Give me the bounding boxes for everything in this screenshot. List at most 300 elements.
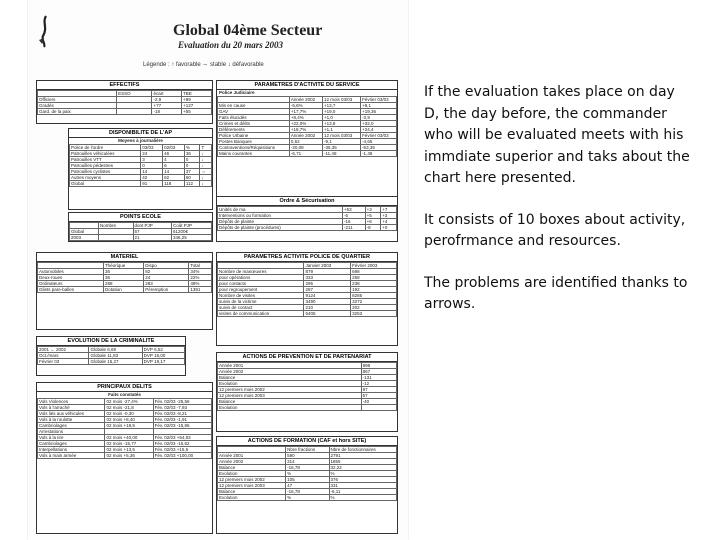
table-row bbox=[218, 225, 397, 231]
cell: 331 bbox=[329, 483, 396, 489]
cell: -3,9 bbox=[361, 115, 397, 121]
table-row bbox=[38, 109, 212, 115]
cell: suivis de contact bbox=[218, 305, 304, 311]
cell: +17,7% bbox=[289, 109, 322, 115]
cell: Patrouilles véhiculées bbox=[70, 151, 141, 157]
cell: Gradés bbox=[38, 103, 117, 109]
cell: Police Urbaine bbox=[218, 133, 290, 139]
cell: 57 bbox=[361, 393, 396, 399]
cell: -16,78 bbox=[286, 489, 329, 495]
cell: Dépôts de plainte (procédures) bbox=[218, 225, 343, 231]
box-title: DISPONIBILITE DE L'AP bbox=[69, 129, 212, 138]
cell: Fév. 02/03 -7,93 bbox=[153, 405, 211, 411]
cell: Péremption bbox=[144, 287, 189, 293]
cell: -8 bbox=[365, 225, 381, 231]
cell: +3 bbox=[365, 207, 381, 213]
cell: 34% bbox=[189, 269, 212, 275]
box-principaux-delits bbox=[36, 382, 213, 534]
cell: 24 bbox=[141, 151, 163, 157]
cell: Vols liés aux véhicules bbox=[38, 411, 105, 417]
cell: 3253 bbox=[351, 311, 397, 317]
cell: 36 bbox=[184, 151, 200, 157]
quartier-table bbox=[217, 262, 397, 317]
box-title: MATERIEL bbox=[37, 253, 212, 262]
cell: Automobiles bbox=[38, 269, 104, 275]
cell: Février 2003 bbox=[351, 263, 397, 269]
cell: 998 bbox=[361, 363, 396, 369]
cell: 3272 bbox=[351, 299, 397, 305]
cell: DVP 19,17 bbox=[142, 359, 184, 365]
legend: Légende : ↑ favorable ⇔ stable ↓ défavorable bbox=[143, 62, 264, 68]
table-row bbox=[38, 447, 212, 453]
cell: Unités de ma bbox=[218, 207, 343, 213]
cell: +55 bbox=[182, 109, 212, 115]
document-title: Global 04ème Secteur bbox=[173, 22, 323, 39]
cell: Cambriolages bbox=[38, 423, 105, 429]
cell: Postes Banques bbox=[218, 139, 290, 145]
box-title: EVOLUTION DE LA CRIMINALITE bbox=[37, 337, 185, 346]
cell: +9,1 bbox=[361, 103, 397, 109]
table-row bbox=[70, 181, 212, 187]
cell: +19,0 bbox=[323, 109, 361, 115]
cell: 32,22 bbox=[329, 465, 396, 471]
cell: % bbox=[286, 471, 329, 477]
cell: Gilets pare-balles bbox=[38, 287, 104, 293]
note-paragraph-2: It consists of 10 boxes about activity, perofrmance and resources. bbox=[424, 211, 686, 249]
cell: Ordinateurs bbox=[38, 281, 104, 287]
cell: 12 premiers mois 2003 bbox=[218, 393, 362, 399]
cell: Contraventions/Réquisitions bbox=[218, 145, 290, 151]
cell bbox=[99, 235, 133, 241]
cell: Globale 6,69 bbox=[89, 347, 142, 353]
materiel-table bbox=[37, 262, 212, 293]
box-evolution-criminalite bbox=[36, 336, 186, 376]
cell: Vols à main armée bbox=[38, 453, 105, 459]
cell: +127 bbox=[182, 103, 212, 109]
cell: Nombre de visites bbox=[218, 293, 304, 299]
cell: Nbre fractions bbox=[286, 447, 329, 453]
cell: -4,65 bbox=[361, 139, 397, 145]
cell: pour regroupement bbox=[218, 287, 304, 293]
cell: Oct./mars bbox=[38, 353, 89, 359]
cell: +5 bbox=[365, 213, 381, 219]
cell: 24 bbox=[144, 275, 189, 281]
cell: 590 bbox=[286, 453, 329, 459]
cell: 22% bbox=[189, 275, 212, 281]
cell: 82 bbox=[144, 269, 189, 275]
cell: écart bbox=[152, 91, 182, 97]
table-row bbox=[38, 405, 212, 411]
cell: dont PJP bbox=[133, 223, 172, 229]
cell: Fév. 02/03 -8,21 bbox=[153, 411, 211, 417]
cell: Coût PJP bbox=[172, 223, 212, 229]
cell: -16,78 bbox=[286, 465, 329, 471]
cell: 14 bbox=[141, 169, 163, 175]
cell: Année 2002 bbox=[218, 459, 286, 465]
cell: pour opérations bbox=[218, 275, 304, 281]
points-ecole-table bbox=[69, 222, 212, 241]
cell: 12 mois 03/03 bbox=[323, 97, 361, 103]
cell: -2,9 bbox=[152, 97, 182, 103]
cell: Arrestations bbox=[38, 429, 105, 435]
cell: Année 2002 bbox=[289, 133, 322, 139]
cell: Déférements bbox=[218, 127, 290, 133]
cell: 36 bbox=[103, 275, 143, 281]
table-row bbox=[38, 399, 212, 405]
cell: 02/03 bbox=[163, 145, 185, 151]
cell: Nombre bbox=[99, 223, 133, 229]
cell: +53 bbox=[343, 207, 366, 213]
cell: 02 mois +5,36 bbox=[105, 453, 153, 459]
prevention-table bbox=[217, 362, 397, 411]
cell: Patrouilles VTT bbox=[70, 157, 141, 163]
cell: % bbox=[184, 145, 200, 151]
box-subtitle: Police Judiciaire bbox=[219, 90, 255, 95]
cell: Théorique bbox=[103, 263, 143, 269]
cell: Global bbox=[70, 181, 141, 187]
cell: Nombre de manœuvres bbox=[218, 269, 304, 275]
box-police-quartier bbox=[216, 252, 398, 346]
cell: -5 bbox=[343, 213, 366, 219]
cell: 47 bbox=[286, 483, 329, 489]
cell: Balance bbox=[218, 375, 362, 381]
cell: ↓ bbox=[200, 181, 212, 187]
table-row bbox=[218, 133, 397, 139]
cell: Interpellations bbox=[38, 447, 105, 453]
cell: Patrouilles cyclistes bbox=[70, 169, 141, 175]
cell: Année 2001 bbox=[218, 363, 362, 369]
cell: Dotation bbox=[103, 287, 143, 293]
cell: 03/03 bbox=[141, 145, 163, 151]
cell: Mains courantes bbox=[218, 151, 290, 157]
cell: -11,48 bbox=[323, 151, 361, 157]
cell: Evolution bbox=[218, 405, 362, 411]
box-disponibilite bbox=[68, 128, 213, 210]
cell: Officiers bbox=[38, 97, 117, 103]
table-row bbox=[218, 495, 397, 501]
cell: Balance bbox=[218, 399, 362, 405]
cell: 0 bbox=[184, 157, 200, 163]
box-subtitle: Faits constatés bbox=[108, 392, 141, 397]
cell: Février 03 bbox=[38, 359, 89, 365]
cell: 02 mois -0,30 bbox=[105, 411, 153, 417]
cell: 0,52 bbox=[289, 139, 322, 145]
cell: Année 2002 bbox=[218, 369, 362, 375]
cell: Deux-roues bbox=[38, 275, 104, 281]
cell: Février 03/03 bbox=[361, 97, 397, 103]
cell: 02 mois -21,8 bbox=[105, 405, 153, 411]
cell: 258 bbox=[351, 275, 397, 281]
box-effectifs bbox=[36, 80, 213, 124]
cell: 0 bbox=[184, 163, 200, 169]
cell: 333 bbox=[304, 275, 351, 281]
cell: DVP 6,52 bbox=[142, 347, 184, 353]
cell: Globale 15,27 bbox=[89, 359, 142, 365]
cell: ↓ bbox=[200, 163, 212, 169]
cell: -211 bbox=[343, 225, 366, 231]
delits-table bbox=[37, 398, 212, 459]
cell: 02 mois +18,5 bbox=[105, 423, 153, 429]
cell: 12 premiers mois 2002 bbox=[218, 387, 362, 393]
cell: Année 2001 bbox=[218, 453, 286, 459]
cell: +0 bbox=[381, 225, 397, 231]
table-row bbox=[218, 151, 397, 157]
disponibilite-table bbox=[69, 144, 212, 187]
cell: 62 bbox=[163, 175, 185, 181]
cell: 118 bbox=[163, 181, 185, 187]
cell: 21 bbox=[133, 235, 172, 241]
cell: 192 bbox=[351, 287, 397, 293]
cell: 238 bbox=[351, 281, 397, 287]
cell: 3490 bbox=[304, 299, 351, 305]
cell: +19,36 bbox=[361, 109, 397, 115]
cell: -20,08 bbox=[289, 145, 322, 151]
cell: Vols à la roulotte bbox=[38, 417, 105, 423]
cell: 57 bbox=[133, 229, 172, 235]
cell: Global bbox=[70, 229, 99, 235]
cell: 0 bbox=[141, 163, 163, 169]
cell: -6,6% bbox=[289, 103, 322, 109]
cell: Fév. 02/03 +64,93 bbox=[153, 435, 211, 441]
table-row bbox=[38, 441, 212, 447]
criminalite-table bbox=[37, 346, 185, 365]
table-row bbox=[38, 359, 185, 365]
cell: % bbox=[286, 495, 329, 501]
cell: 02 mois +8,40 bbox=[105, 417, 153, 423]
cell: 288 bbox=[103, 281, 143, 287]
cell: Total bbox=[189, 263, 212, 269]
cell: -1,48 bbox=[361, 151, 397, 157]
cell bbox=[117, 109, 152, 115]
cell: +18,7% bbox=[289, 127, 322, 133]
cell: +3 bbox=[381, 213, 397, 219]
cell: +89 bbox=[182, 97, 212, 103]
cell: 376 bbox=[329, 477, 396, 483]
cell: Dispo bbox=[144, 263, 189, 269]
box-title: PARAMETRES D'ACTIVITE DU SERVICE bbox=[217, 81, 397, 90]
table-row bbox=[38, 423, 212, 429]
cell: -6,71 bbox=[289, 151, 322, 157]
cell: ↓ bbox=[200, 157, 212, 163]
cell: Vols Violences bbox=[38, 399, 105, 405]
cell: 2001 ← 2002 bbox=[38, 347, 89, 353]
table-row bbox=[38, 347, 185, 353]
cell bbox=[361, 405, 396, 411]
cell: 5405 bbox=[304, 311, 351, 317]
cell: -131 bbox=[361, 375, 396, 381]
cell: 9124 bbox=[304, 293, 351, 299]
cell: visites de communication bbox=[218, 311, 304, 317]
cell: % bbox=[329, 495, 396, 501]
cell: Evolution bbox=[218, 381, 362, 387]
cell: Vols à l'arraché bbox=[38, 405, 105, 411]
box-title: PRINCIPAUX DELITS bbox=[37, 383, 212, 392]
cell: Fév. 02/03 -25,56 bbox=[153, 399, 211, 405]
cell: Cambriolages bbox=[38, 441, 105, 447]
table-row bbox=[38, 417, 212, 423]
cell: Police de l'ordre bbox=[70, 145, 141, 151]
cell: 02 mois +40,00 bbox=[105, 435, 153, 441]
effectifs-table bbox=[37, 90, 212, 115]
document-subtitle: Evaluation du 20 mars 2003 bbox=[178, 40, 284, 50]
box-ordre-securisation bbox=[216, 196, 398, 242]
table-row bbox=[218, 311, 397, 317]
cell: +1,1 bbox=[323, 127, 361, 133]
cell: 12 premiers mois 2002 bbox=[218, 477, 286, 483]
cell: 14 bbox=[163, 169, 185, 175]
cell: +24,4 bbox=[361, 127, 397, 133]
cell: 42 bbox=[141, 175, 163, 181]
cell: Février 03/03 bbox=[361, 133, 397, 139]
cell: 6 bbox=[163, 163, 185, 169]
cell: -12 bbox=[361, 381, 396, 387]
cell: -35,35 bbox=[323, 145, 361, 151]
table-row bbox=[38, 287, 212, 293]
cell: Crimes et délits bbox=[218, 121, 290, 127]
cell: ↓ bbox=[200, 151, 212, 157]
cell: TBE bbox=[182, 91, 212, 97]
cell: Globale 11,83 bbox=[89, 353, 142, 359]
cell: 287 bbox=[304, 287, 351, 293]
cell: 36 bbox=[103, 269, 143, 275]
cell: Balance bbox=[218, 465, 286, 471]
cell: Balance bbox=[218, 489, 286, 495]
cell: 97 bbox=[361, 387, 396, 393]
cell: 105 bbox=[286, 477, 329, 483]
cell: 12 premiers mois 2003 bbox=[218, 483, 286, 489]
cell: 46 bbox=[163, 151, 185, 157]
cell: Vols à la tire bbox=[38, 435, 105, 441]
cell: +13,7 bbox=[323, 103, 361, 109]
cell: +6 bbox=[365, 219, 381, 225]
cell: 112 bbox=[184, 181, 200, 187]
box-subtitle: Moyens à journalière bbox=[118, 138, 163, 143]
cell: % bbox=[329, 471, 396, 477]
cell: Interventions ou formation bbox=[218, 213, 343, 219]
cell: 346,25 bbox=[172, 235, 212, 241]
cell: +22,0% bbox=[289, 121, 322, 127]
cell: +1,0 bbox=[323, 115, 361, 121]
note-paragraph-1: If the evaluation takes place on day D, the day before, the commander who will be evaluated meets with his immdiate superior and taks about the chart here presented. bbox=[424, 84, 690, 186]
cell: Evolution bbox=[218, 471, 286, 477]
cell: Mis en cause bbox=[218, 103, 290, 109]
cell: GAV bbox=[218, 109, 290, 115]
cell: 1855 bbox=[329, 459, 396, 465]
table-row bbox=[38, 435, 212, 441]
cell: Fév. 02/03 +100,00 bbox=[153, 453, 211, 459]
cell: 60 bbox=[184, 175, 200, 181]
cell: Evolution bbox=[218, 495, 286, 501]
cell: 4 bbox=[163, 157, 185, 163]
police-logo-icon bbox=[36, 14, 54, 48]
cell: +8,4% bbox=[289, 115, 322, 121]
cell: Faits élucidés bbox=[218, 115, 290, 121]
box-title: POINTS ECOLE bbox=[69, 213, 212, 222]
cell: -6,11 bbox=[329, 489, 396, 495]
table-row bbox=[38, 453, 212, 459]
cell: ↓ bbox=[200, 175, 212, 181]
cell: Dépôts de plainte bbox=[218, 219, 343, 225]
cell: 2791 bbox=[329, 453, 396, 459]
cell: Autres moyens bbox=[70, 175, 141, 181]
cell: 283 bbox=[144, 281, 189, 287]
box-title: PARAMETRES ACTIVITE POLICE DE QUARTIER bbox=[217, 253, 397, 262]
cell: T bbox=[200, 145, 212, 151]
cell: -53,35 bbox=[361, 145, 397, 151]
cell: 1391 bbox=[189, 287, 212, 293]
scanned-evaluation-document bbox=[28, 0, 408, 540]
box-title: Ordre & Sécurisation bbox=[217, 197, 397, 206]
cell: Gard. de la paix bbox=[38, 109, 117, 115]
cell: +4 bbox=[381, 219, 397, 225]
cell: Patrouilles pédestres bbox=[70, 163, 141, 169]
cell: ⇔ bbox=[200, 169, 212, 175]
cell: +77 bbox=[152, 103, 182, 109]
cell: Nbre de fonctionnaires bbox=[329, 447, 396, 453]
table-row bbox=[38, 411, 212, 417]
cell: suivis de la victime bbox=[218, 299, 304, 305]
cell: 12 mois 03/03 bbox=[323, 133, 361, 139]
cell: Fév. 02/03 -15,86 bbox=[153, 423, 211, 429]
cell: Fév. 02/03 +15,6 bbox=[153, 447, 211, 453]
cell: 02 mois -15,77 bbox=[105, 441, 153, 447]
cell: Année 2002 bbox=[289, 97, 322, 103]
cell: +32,0 bbox=[361, 121, 397, 127]
cell: 202 bbox=[351, 305, 397, 311]
table-row bbox=[70, 235, 212, 241]
box-actions-prevention bbox=[216, 352, 398, 432]
cell: Fév. 02/03 -1,91 bbox=[153, 417, 211, 423]
cell: 2003 bbox=[70, 235, 99, 241]
cell: pour contacts bbox=[218, 281, 304, 287]
cell: 91 bbox=[141, 181, 163, 187]
cell: 8285 bbox=[351, 293, 397, 299]
cell: -40 bbox=[361, 399, 396, 405]
cell: 314 bbox=[286, 459, 329, 465]
cell: 210 bbox=[304, 305, 351, 311]
cell: 48% bbox=[189, 281, 212, 287]
cell: 61200€ bbox=[172, 229, 212, 235]
cell: Janvier 2003 bbox=[304, 263, 351, 269]
cell: ESSO bbox=[117, 91, 152, 97]
ordre-table bbox=[217, 206, 397, 231]
table-row bbox=[218, 405, 397, 411]
cell: -16 bbox=[343, 219, 366, 225]
cell: +13,8 bbox=[323, 121, 361, 127]
cell: 02 mois +13,5 bbox=[105, 447, 153, 453]
box-actions-formation bbox=[216, 436, 398, 534]
cell: Fév. 02/03 -15,62 bbox=[153, 441, 211, 447]
cell: 295 bbox=[304, 281, 351, 287]
cell: 867 bbox=[361, 369, 396, 375]
cell: -9,1 bbox=[323, 139, 361, 145]
activite-table bbox=[217, 96, 397, 157]
cell: 698 bbox=[351, 269, 397, 275]
cell: 3 bbox=[141, 157, 163, 163]
box-title: ACTIONS DE PREVENTION ET DE PARTENARIAT bbox=[217, 353, 397, 362]
formation-table bbox=[217, 446, 397, 501]
box-materiel bbox=[36, 252, 213, 330]
cell: 02 mois -27,4% bbox=[105, 399, 153, 405]
note-paragraph-3: The problems are identified thanks to arrows. bbox=[424, 274, 688, 312]
cell: 37 bbox=[184, 169, 200, 175]
box-title: ACTIONS DE FORMATION (CAF et hors SITE) bbox=[217, 437, 397, 446]
cell: -18 bbox=[152, 109, 182, 115]
presentation-notes bbox=[424, 82, 694, 336]
cell: 879 bbox=[304, 269, 351, 275]
cell: DVP 16,00 bbox=[142, 353, 184, 359]
cell: +7 bbox=[381, 207, 397, 213]
